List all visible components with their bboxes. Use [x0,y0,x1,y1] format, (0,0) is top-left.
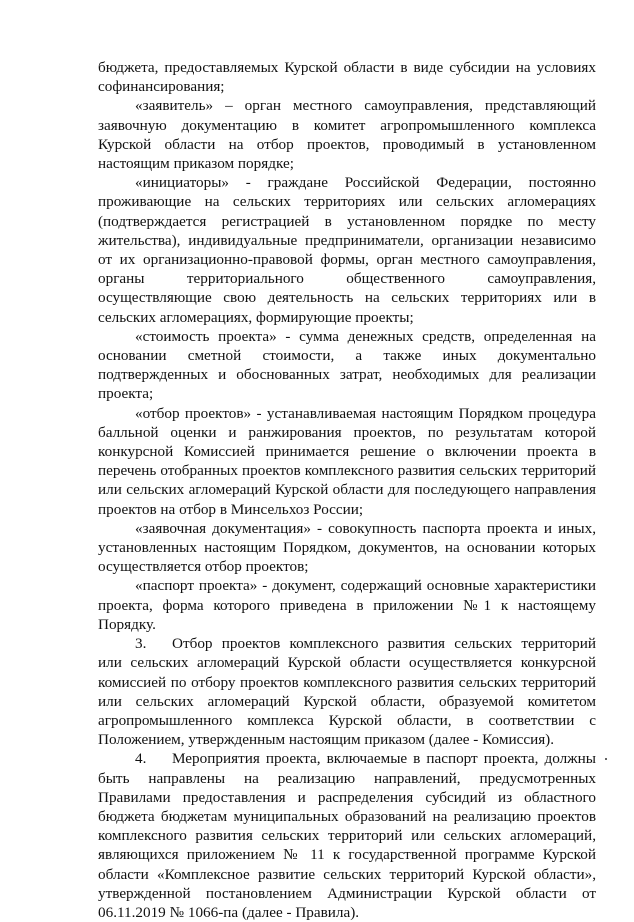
clause-number: 4. [135,750,147,768]
clause-number: 3. [135,635,147,653]
paragraph-text: «паспорт проекта» - документ, содержащий основные характеристики проекта, форма которого приведена в приложении №1 к настоящему Порядку. [98,577,596,633]
definition-initiators [98,173,596,327]
paragraph-budget-subsidy [98,58,596,96]
paragraph-text: «инициаторы» - граждане Российской Федерации, постоянно проживающие на сельских территориях или сельских агломерациях (подтверждается регистрацией в установленном порядке по месту жительства), индивидуальные предприниматели, организации независимо от их организационно-правовой формы, орган местного самоуправления, органы территориального общественного самоуправления, осуществляющие свою деятельность на сельских территориях или в сельских агломерациях, формирующие проекты; [98,174,596,326]
document-page [98,58,596,922]
definition-applicant [98,96,596,173]
clause-4 [98,749,596,922]
paragraph-text: Отбор проектов комплексного развития сельских территорий или сельских агломераций Курской области осуществляется конкурсной комиссией по отбору проектов комплексного развития сельских территорий или сельских агломераций Курской области, образуемой комитетом агропромышленного комплекса Курской области, в соответствии с Положением, утвержденным настоящим приказом (далее - Комиссия). [98,635,596,749]
definition-project-cost [98,327,596,404]
paragraph-text: бюджета, предоставляемых Курской области в виде субсидии на условиях софинансирования; [98,59,596,96]
paragraph-text: Мероприятия проекта, включаемые в паспорт проекта, должны быть направлены на реализацию направлений, предусмотренных Правилами предоставления и распределения субсидий из областного бюджета бюджетам муниципальных образований на реализацию проектов комплексного развития сельских территорий или сельских агломераций, являющихся приложением № 11 к государственной программе Курской области «Комплексное развитие сельских территорий Курской области», утвержденной постановлением Администрации Курской области от 06.11.2019 № 1066-па (далее - Правила). [98,750,596,921]
paragraph-text: «заявитель» – орган местного самоуправления, представляющий заявочную документацию в комитет агропромышленного комплекса Курской области на отбор проектов, проводимый в установленном настоящим приказом порядке; [98,97,596,173]
definition-project-selection [98,404,596,519]
clause-3 [98,634,596,749]
definition-application-documents [98,519,596,577]
scan-speck [605,758,607,760]
paragraph-text: «заявочная документация» - совокупность паспорта проекта и иных, установленных настоящим Порядком, документов, на основании которых осуществляется отбор проектов; [98,519,596,576]
paragraph-text: «отбор проектов» - устанавливаемая настоящим Порядком процедура балльной оценки и ранжирования проектов, по результатам которой конкурсной Комиссией принимается решение о включении проекта в перечень отобранных проектов комплексного развития сельских территорий или сельских агломераций Курской области для последующего направления проектов на отбор в Минсельхоз России; [98,404,596,518]
paragraph-text: «стоимость проекта» - сумма денежных средств, определенная на основании сметной стоимости, а также иных документально подтвержденных и обоснованных затрат, необходимых для реализации проекта; [98,327,596,403]
definition-project-passport [98,576,596,634]
